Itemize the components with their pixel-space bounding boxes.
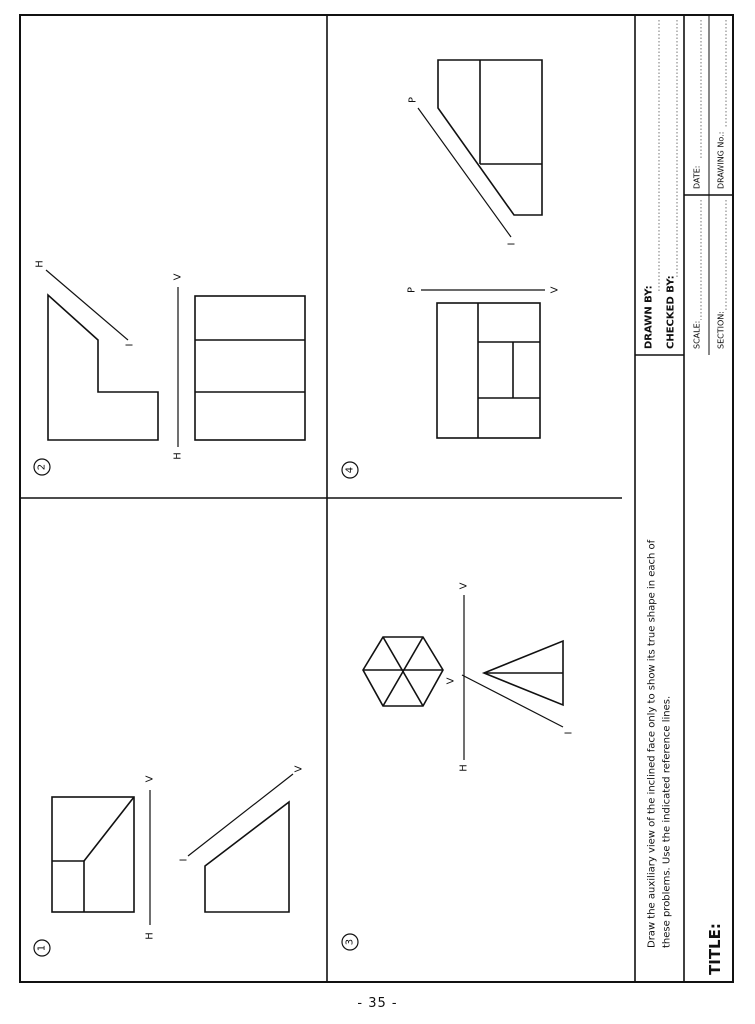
reference-label-i: I [506, 242, 518, 246]
reference-label-h: H [458, 764, 470, 772]
problem-2-front-view [195, 296, 305, 440]
problem-3-front-view-pyramid [484, 641, 563, 705]
title-label: TITLE: [706, 923, 724, 975]
svg-text:4: 4 [344, 466, 356, 474]
reference-label-v: V [144, 775, 156, 783]
instructions [647, 539, 673, 948]
scale-label: SCALE: [692, 320, 702, 349]
problem-1-top-view [52, 797, 134, 912]
reference-label-h: H [144, 932, 156, 940]
problem-1 [34, 765, 305, 956]
reference-label-p: P [406, 286, 418, 294]
problem-4 [342, 60, 561, 478]
sheet-border [20, 15, 733, 982]
checked-by-label: CHECKED BY: [665, 275, 677, 349]
problem-1-number [34, 940, 50, 956]
reference-label-h: H [172, 452, 184, 460]
problem-3 [342, 582, 575, 950]
reference-label-v: V [549, 286, 561, 294]
reference-line-p-i [418, 108, 511, 237]
problem-2 [34, 260, 305, 475]
date-label: DATE: [692, 165, 702, 189]
reference-label-p-aux: P [407, 96, 419, 104]
reference-label-v: V [172, 273, 184, 281]
reference-label-h-aux: H [34, 260, 46, 268]
reference-label-i: I [563, 731, 575, 735]
problem-4-front-view [438, 60, 542, 215]
problem-4-number [342, 462, 358, 478]
section-label: SECTION: [716, 311, 726, 349]
reference-line-v-i [462, 675, 563, 727]
problem-2-number [34, 459, 50, 475]
reference-label-v-aux: V [445, 677, 457, 685]
reference-label-i: I [178, 858, 190, 862]
instructions-line-2: these problems. Use the indicated reference lines. [661, 695, 673, 948]
problem-1-front-view [205, 802, 289, 912]
problem-2-top-view [48, 295, 158, 440]
problem-4-end-view [437, 303, 540, 438]
reference-label-v-aux: V [293, 765, 305, 773]
reference-line-i-v [188, 774, 293, 856]
instructions-line-1: Draw the auxiliary view of the inclined face only to show its true shape in each of [646, 539, 658, 948]
svg-text:1: 1 [36, 944, 48, 952]
problem-3-top-view-hexagon [363, 637, 443, 706]
reference-label-i: I [124, 343, 136, 347]
page-number: - 35 - [357, 996, 398, 1011]
drawn-by-label: DRAWN BY: [643, 285, 655, 349]
svg-text:2: 2 [36, 463, 48, 471]
reference-label-v: V [458, 582, 470, 590]
problem-3-number [342, 934, 358, 950]
svg-text:3: 3 [344, 938, 356, 946]
drawing-number-label: DRAWING No.: [716, 131, 726, 189]
